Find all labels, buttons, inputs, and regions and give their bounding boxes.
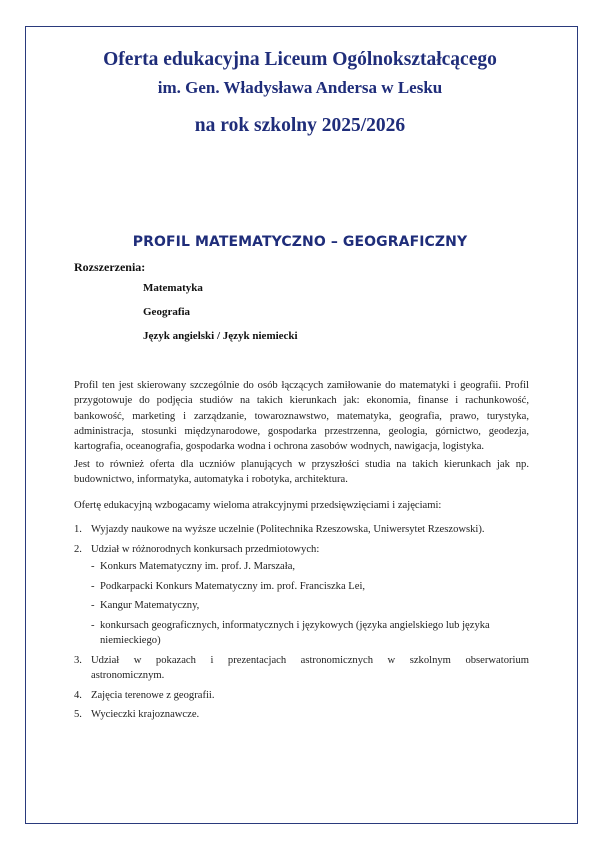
list-item-text: Udział w różnorodnych konkursach przedmiotowych:	[91, 543, 320, 555]
list-item	[74, 653, 529, 684]
sub-item-text: Konkurs Matematyczny im. prof. J. Marszała,	[100, 561, 296, 572]
extension-item: Matematyka	[143, 282, 203, 294]
list-number: 3.	[74, 654, 82, 666]
list-number: 5.	[74, 709, 82, 720]
sub-list-item	[91, 618, 529, 649]
offer-intro: Ofertę edukacyjną wzbogacamy wieloma atrakcyjnymi przedsięwzięciami i zajęciami:	[74, 500, 442, 511]
profile-title: PROFIL MATEMATYCZNO – GEOGRAFICZNY	[132, 234, 468, 250]
dash-bullet: -	[91, 580, 95, 592]
list-item	[74, 688, 529, 704]
extension-item: Geografia	[143, 306, 191, 318]
sub-item-text: Kangur Matematyczny,	[100, 600, 200, 611]
sub-list-item	[91, 598, 529, 614]
school-year: na rok szkolny 2025/2026	[194, 115, 406, 136]
additional-studies: Jest to również oferta dla uczniów planujących w przyszłości studia na takich kierunkach jak np. budownictwo, informatyka, automatyka i robotyka, architektura.	[74, 459, 529, 485]
list-item-text-continued: astronomicznym.	[91, 670, 165, 681]
profile-description: Profil ten jest skierowany szczególnie do osób łączących zamiłowanie do matematyki i geografii. Profil przygotowuje do podjęcia studiów na takich kierunkach jak: ekonomia, finanse i rachunkowość, bankowość, marketing i zarządzanie, towaroznawstwo, matematyka, geografia, prawo, turystyka, administracja, stosunki międzynarodowe, gospodarka przestrzenna, geologia, górnictwo, geodezja, kartografia, oceanografia, gospodarka wodna i ochrona zasobów wodnych, nawigacja, logistyka.	[74, 380, 529, 453]
sub-item-text: Podkarpacki Konkurs Matematyczny im. prof. Franciszka Lei,	[100, 580, 366, 592]
offer-list	[74, 522, 529, 723]
school-name: im. Gen. Władysława Andersa w Lesku	[157, 78, 443, 97]
list-number: 1.	[74, 524, 82, 535]
list-item-text: Wyjazdy naukowe na wyższe uczelnie (Politechnika Rzeszowska, Uniwersytet Rzeszowski).	[91, 524, 485, 535]
list-item	[74, 707, 529, 723]
list-item-text: Udział w pokazach i prezentacjach astronomicznych w szkolnym obserwatorium	[91, 654, 529, 666]
extensions-label: Rozszerzenia:	[74, 260, 146, 274]
sub-list-item	[91, 579, 529, 595]
dash-bullet: -	[91, 600, 95, 611]
list-item-text: Wycieczki krajoznawcze.	[91, 709, 200, 720]
list-number: 2.	[74, 543, 82, 555]
extension-item: Język angielski / Język niemiecki	[143, 330, 298, 342]
sub-list-item	[91, 559, 529, 575]
competitions-list	[91, 559, 529, 649]
list-item	[74, 542, 529, 649]
page-title: Oferta edukacyjna Liceum Ogólnokształcącego	[103, 49, 497, 70]
extensions-list	[143, 282, 298, 354]
list-item	[74, 522, 529, 538]
sub-item-text: konkursach geograficznych, informatycznych i językowych (języka angielskiego lub języka niemieckiego)	[100, 619, 490, 646]
list-item-text: Zajęcia terenowe z geografii.	[91, 689, 215, 701]
list-number: 4.	[74, 689, 82, 701]
dash-bullet: -	[91, 619, 95, 631]
dash-bullet: -	[91, 561, 95, 572]
